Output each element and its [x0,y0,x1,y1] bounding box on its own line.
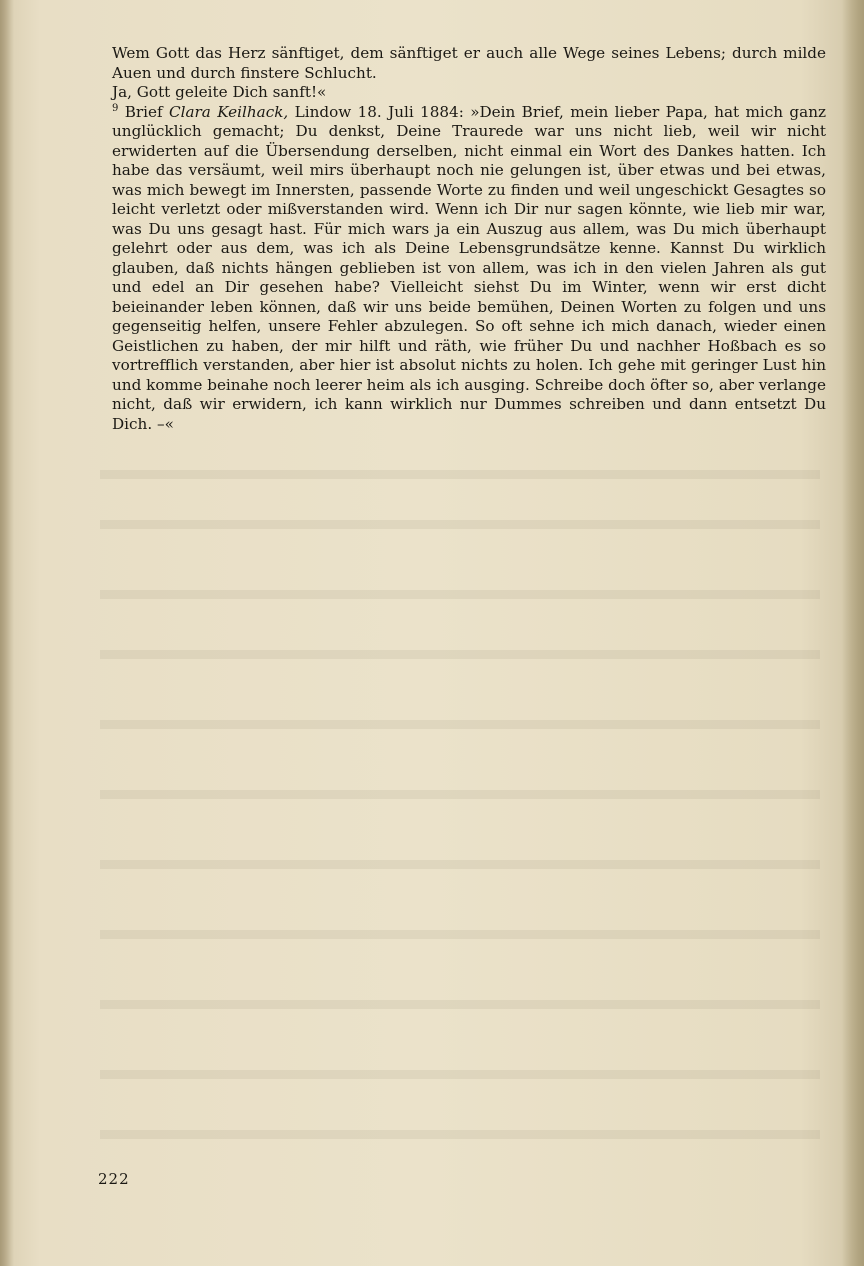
footnote-paragraph [112,103,826,435]
page-edge-shadow [842,0,864,1266]
show-through-line [100,1000,820,1009]
quote-paragraph: Wem Gott das Herz sänftiget, dem sänftiget er auch alle Wege seines Lebens; durch milde Auen und durch finstere Schlucht. [112,44,826,82]
show-through-line [100,520,820,529]
show-through-line [100,860,820,869]
quote-closing: Ja, Gott geleite Dich sanft!« [112,83,327,101]
gutter-shadow [0,0,14,1266]
show-through-line [100,590,820,599]
show-through-line [100,470,820,479]
show-through-line [100,1130,820,1139]
page-number: 222 [98,1170,130,1188]
body-text [112,44,826,434]
show-through-line [100,650,820,659]
show-through-line [100,720,820,729]
footnote-text: Lindow 18. Juli 1884: »Dein Brief, mein lieber Papa, hat mich ganz unglücklich gemacht; Du denkst, Deine Traurede war uns nicht lieb, weil wir nicht erwiderten auf die Übersendung derselben, nicht einmal ein Wort des Dankes hatten. Ich habe das versäumt, weil mirs überhaupt noch nie gelungen ist, über etwas und bei etwas, was mich bewegt im Innersten, passende Worte zu finden und weil ungeschickt Gesagtes so leicht verletzt oder mißverstanden wird. Wenn ich Dir nur sagen könnte, wie lieb mir war, was Du uns gesagt hast. Für mich wars ja ein Auszug aus allem, was Du mich überhaupt gelehrt oder aus dem, was ich als Deine Lebensgrundsätze kenne. Kannst Du wirklich glauben, daß nichts hängen geblieben ist von allem, was ich in den vielen Jahren als gut und edel an Dir gesehen habe? Vielleicht siehst Du im Winter, wenn wir erst dicht beieinander leben können, daß wir uns beide bemühen, Deinen Worten zu folgen und uns gegenseitig helfen, unsere Fehler abzulegen. So oft sehne ich mich danach, wieder einen Geistlichen zu haben, der mir hilft und räth, wie früher Du und nachher Hoßbach es so vortrefflich verstanden, aber hier ist absolut nichts zu holen. Ich gehe mit geringer Lust hin und komme beinahe noch leerer heim als ich ausging. Schreibe doch öfter so, aber verlange nicht, daß wir erwidern, ich kann wirklich nur Dummes schreiben und dann entsetzt Du Dich. –« [112,102,826,433]
show-through-line [100,1070,820,1079]
footnote-author-name: Clara Keilhack, [169,102,289,121]
show-through-line [100,930,820,939]
show-through-line [100,790,820,799]
footnote-prefix: Brief [124,102,163,121]
footnote-marker: 9 [112,102,119,114]
